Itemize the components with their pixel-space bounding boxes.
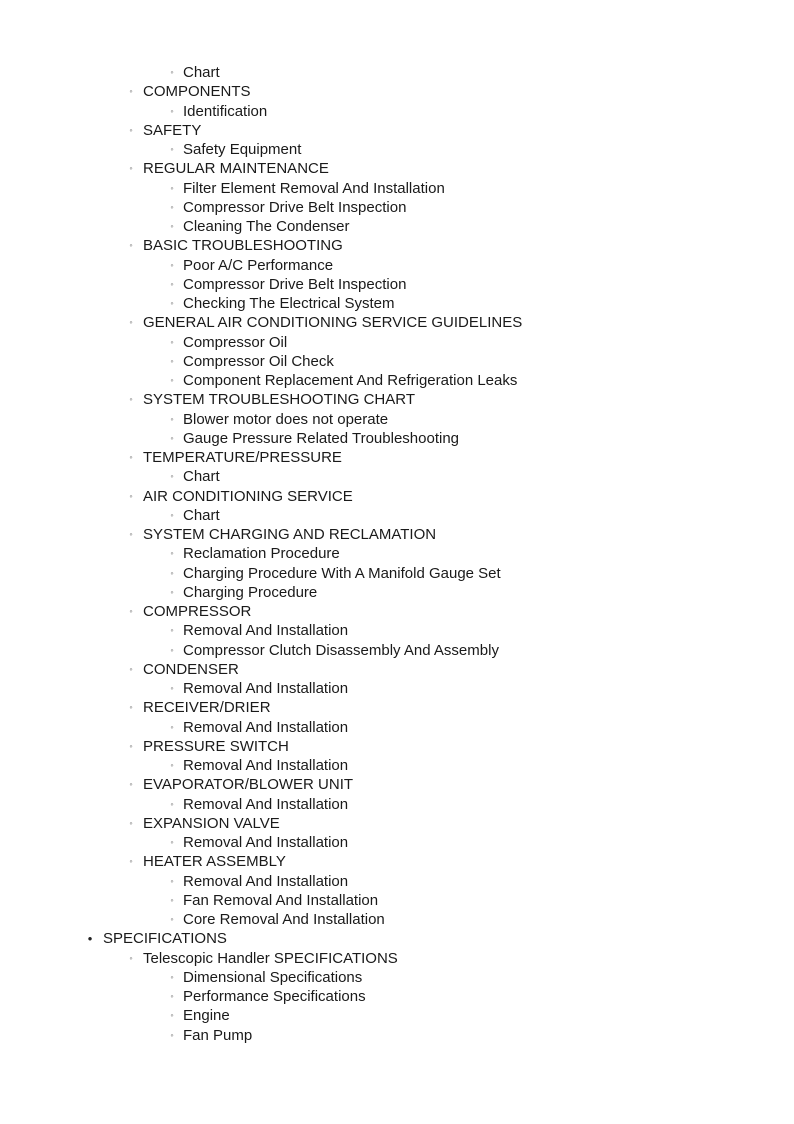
toc-subsection bbox=[0, 82, 794, 101]
bullet-icon: ◦ bbox=[129, 606, 133, 616]
toc-entry-text: Safety Equipment bbox=[183, 141, 302, 158]
toc-entry bbox=[0, 987, 794, 1006]
bullet-icon: ◦ bbox=[170, 548, 174, 559]
toc-entry-text: Compressor Drive Belt Inspection bbox=[183, 198, 407, 216]
table-of-contents bbox=[0, 63, 794, 1045]
bullet-icon: ◦ bbox=[129, 317, 133, 328]
toc-entry bbox=[0, 756, 794, 775]
toc-entry-text: SYSTEM CHARGING AND RECLAMATION bbox=[143, 526, 437, 543]
toc-entry bbox=[0, 352, 794, 371]
toc-entry bbox=[0, 294, 794, 313]
toc-entry-text: Blower motor does not operate bbox=[183, 410, 389, 428]
toc-entry-text: Charging Procedure bbox=[183, 583, 318, 601]
bullet-icon: ◦ bbox=[170, 471, 174, 482]
toc-subsection bbox=[0, 698, 794, 717]
toc-entry-text: Removal And Installation bbox=[183, 795, 349, 813]
toc-entry bbox=[0, 1006, 794, 1025]
toc-entry-text: EXPANSION VALVE bbox=[143, 814, 280, 832]
bullet-icon: ◦ bbox=[129, 663, 133, 674]
toc-subsection bbox=[0, 236, 794, 255]
toc-entry-text: Removal And Installation bbox=[183, 757, 349, 774]
toc-subsection bbox=[0, 775, 794, 794]
toc-entry bbox=[0, 179, 794, 198]
toc-entry-text: Compressor Oil Check bbox=[183, 352, 334, 370]
toc-entry bbox=[0, 467, 794, 486]
bullet-icon: ◦ bbox=[170, 586, 174, 597]
toc-entry bbox=[0, 198, 794, 217]
toc-subsection bbox=[0, 487, 794, 506]
toc-entry bbox=[0, 621, 794, 640]
bullet-icon: ◦ bbox=[170, 144, 174, 154]
bullet-icon: ◦ bbox=[170, 298, 174, 308]
bullet-icon: ◦ bbox=[170, 182, 174, 193]
toc-entry bbox=[0, 63, 794, 82]
toc-entry-text: Telescopic Handler SPECIFICATIONS bbox=[143, 949, 398, 967]
toc-subsection bbox=[0, 448, 794, 467]
toc-entry-text: Chart bbox=[183, 506, 220, 524]
toc-entry-text: Removal And Installation bbox=[183, 872, 349, 890]
toc-entry-text: Removal And Installation bbox=[183, 680, 349, 697]
toc-entry bbox=[0, 333, 794, 352]
bullet-icon: ◦ bbox=[170, 798, 174, 809]
toc-entry-text: SAFETY bbox=[143, 121, 202, 139]
toc-entry bbox=[0, 544, 794, 563]
toc-entry bbox=[0, 371, 794, 390]
bullet-icon: ◦ bbox=[170, 509, 174, 520]
toc-entry-text: Compressor Oil bbox=[183, 333, 288, 351]
toc-entry bbox=[0, 429, 794, 448]
toc-entry bbox=[0, 872, 794, 891]
toc-subsection bbox=[0, 660, 794, 679]
toc-entry bbox=[0, 410, 794, 429]
bullet-icon: ◦ bbox=[129, 163, 133, 174]
toc-entry-text: GENERAL AIR CONDITIONING SERVICE GUIDELINES bbox=[143, 314, 523, 332]
bullet-icon: ◦ bbox=[170, 105, 174, 116]
toc-entry-text: Component Replacement And Refrigeration Leaks bbox=[183, 372, 518, 389]
toc-entry-text: HEATER ASSEMBLY bbox=[143, 853, 286, 871]
toc-entry-text: Charging Procedure With A Manifold Gauge Set bbox=[183, 564, 501, 582]
bullet-icon: ◦ bbox=[129, 124, 133, 135]
toc-entry-text: Engine bbox=[183, 1007, 230, 1025]
bullet-icon: ◦ bbox=[129, 529, 133, 539]
toc-entry-text: Identification bbox=[183, 102, 268, 120]
bullet-icon: ◦ bbox=[129, 86, 133, 97]
toc-entry bbox=[0, 968, 794, 987]
toc-entry-text: BASIC TROUBLESHOOTING bbox=[143, 237, 343, 255]
bullet-icon: ◦ bbox=[170, 971, 174, 982]
bullet-icon: ◦ bbox=[129, 240, 133, 251]
toc-entry bbox=[0, 795, 794, 814]
toc-entry-text: COMPONENTS bbox=[143, 83, 251, 101]
toc-subsection bbox=[0, 390, 794, 409]
bullet-icon: ◦ bbox=[170, 875, 174, 886]
toc-entry bbox=[0, 564, 794, 583]
toc-entry-text: Removal And Installation bbox=[183, 622, 349, 640]
toc-entry bbox=[0, 641, 794, 660]
toc-entry bbox=[0, 891, 794, 910]
toc-subsection bbox=[0, 159, 794, 178]
bullet-icon: ◦ bbox=[170, 201, 174, 212]
bullet-icon: ◦ bbox=[129, 856, 133, 867]
bullet-icon: ◦ bbox=[170, 760, 174, 770]
toc-entry-text: Filter Element Removal And Installation bbox=[183, 179, 445, 197]
toc-entry-text: AIR CONDITIONING SERVICE bbox=[143, 487, 353, 505]
toc-entry bbox=[0, 140, 794, 159]
toc-entry bbox=[0, 833, 794, 852]
toc-entry-text: Performance Specifications bbox=[183, 988, 366, 1005]
toc-entry-text: Removal And Installation bbox=[183, 718, 349, 736]
bullet-icon: ◦ bbox=[170, 1029, 174, 1040]
toc-subsection bbox=[0, 949, 794, 968]
toc-entry bbox=[0, 275, 794, 294]
bullet-icon: ◦ bbox=[129, 740, 133, 751]
toc-entry-text: SYSTEM TROUBLESHOOTING CHART bbox=[143, 391, 415, 409]
toc-entry bbox=[0, 102, 794, 121]
toc-section bbox=[0, 929, 794, 948]
toc-subsection bbox=[0, 852, 794, 871]
bullet-icon: ◦ bbox=[170, 278, 174, 289]
toc-entry-text: Dimensional Specifications bbox=[183, 968, 363, 986]
bullet-icon: ◦ bbox=[170, 221, 174, 231]
toc-entry bbox=[0, 718, 794, 737]
toc-entry bbox=[0, 910, 794, 929]
toc-entry bbox=[0, 583, 794, 602]
bullet-icon: ◦ bbox=[170, 432, 174, 443]
bullet-icon: ◦ bbox=[129, 952, 133, 963]
toc-subsection bbox=[0, 121, 794, 140]
toc-subsection bbox=[0, 737, 794, 756]
toc-entry-text: Chart bbox=[183, 468, 220, 486]
toc-entry-text: Gauge Pressure Related Troubleshooting bbox=[183, 429, 460, 447]
bullet-icon: ◦ bbox=[170, 1010, 174, 1021]
bullet-icon: ◦ bbox=[170, 991, 174, 1001]
bullet-icon: ◦ bbox=[129, 779, 133, 790]
toc-entry bbox=[0, 217, 794, 236]
bullet-icon: ◦ bbox=[170, 67, 174, 77]
bullet-icon: ◦ bbox=[170, 375, 174, 385]
toc-subsection bbox=[0, 814, 794, 833]
bullet-icon: ◦ bbox=[129, 394, 133, 405]
toc-entry-text: Poor A/C Performance bbox=[183, 256, 334, 274]
toc-entry-text: Compressor Clutch Disassembly And Assembly bbox=[183, 641, 499, 659]
toc-subsection bbox=[0, 602, 794, 621]
bullet-icon: ◦ bbox=[170, 355, 174, 366]
toc-entry-text: PRESSURE SWITCH bbox=[143, 737, 289, 755]
bullet-icon: ◦ bbox=[129, 452, 133, 462]
toc-entry-text: Core Removal And Installation bbox=[183, 911, 385, 928]
toc-entry-text: Checking The Electrical System bbox=[183, 295, 395, 312]
bullet-icon: ◦ bbox=[170, 336, 174, 347]
bullet-icon: ◦ bbox=[129, 817, 133, 828]
toc-entry bbox=[0, 1026, 794, 1045]
bullet-icon: • bbox=[87, 931, 93, 947]
toc-entry bbox=[0, 506, 794, 525]
toc-entry-text: REGULAR MAINTENANCE bbox=[143, 160, 329, 178]
bullet-icon: ◦ bbox=[170, 683, 174, 693]
toc-entry bbox=[0, 679, 794, 698]
toc-entry-text: RECEIVER/DRIER bbox=[143, 699, 271, 717]
toc-entry-text: SPECIFICATIONS bbox=[103, 930, 227, 948]
bullet-icon: ◦ bbox=[170, 894, 174, 905]
bullet-icon: ◦ bbox=[170, 644, 174, 655]
toc-entry-text: Reclamation Procedure bbox=[183, 545, 340, 563]
bullet-icon: ◦ bbox=[170, 625, 174, 636]
bullet-icon: ◦ bbox=[129, 490, 133, 501]
bullet-icon: ◦ bbox=[170, 259, 174, 270]
toc-subsection bbox=[0, 525, 794, 544]
toc-subsection bbox=[0, 313, 794, 332]
bullet-icon: ◦ bbox=[170, 567, 174, 578]
bullet-icon: ◦ bbox=[170, 914, 174, 924]
bullet-icon: ◦ bbox=[170, 721, 174, 732]
toc-entry-text: COMPRESSOR bbox=[143, 603, 252, 620]
toc-entry-text: Removal And Installation bbox=[183, 834, 349, 851]
bullet-icon: ◦ bbox=[170, 413, 174, 424]
toc-entry-text: EVAPORATOR/BLOWER UNIT bbox=[143, 776, 354, 794]
toc-entry-text: Cleaning The Condenser bbox=[183, 218, 350, 235]
toc-entry-text: Chart bbox=[183, 64, 220, 81]
toc-entry-text: Compressor Drive Belt Inspection bbox=[183, 275, 407, 293]
toc-entry-text: CONDENSER bbox=[143, 660, 239, 678]
bullet-icon: ◦ bbox=[170, 837, 174, 847]
toc-entry bbox=[0, 256, 794, 275]
toc-entry-text: TEMPERATURE/PRESSURE bbox=[143, 449, 342, 466]
bullet-icon: ◦ bbox=[129, 702, 133, 713]
toc-entry-text: Fan Pump bbox=[183, 1026, 253, 1044]
toc-entry-text: Fan Removal And Installation bbox=[183, 891, 379, 909]
